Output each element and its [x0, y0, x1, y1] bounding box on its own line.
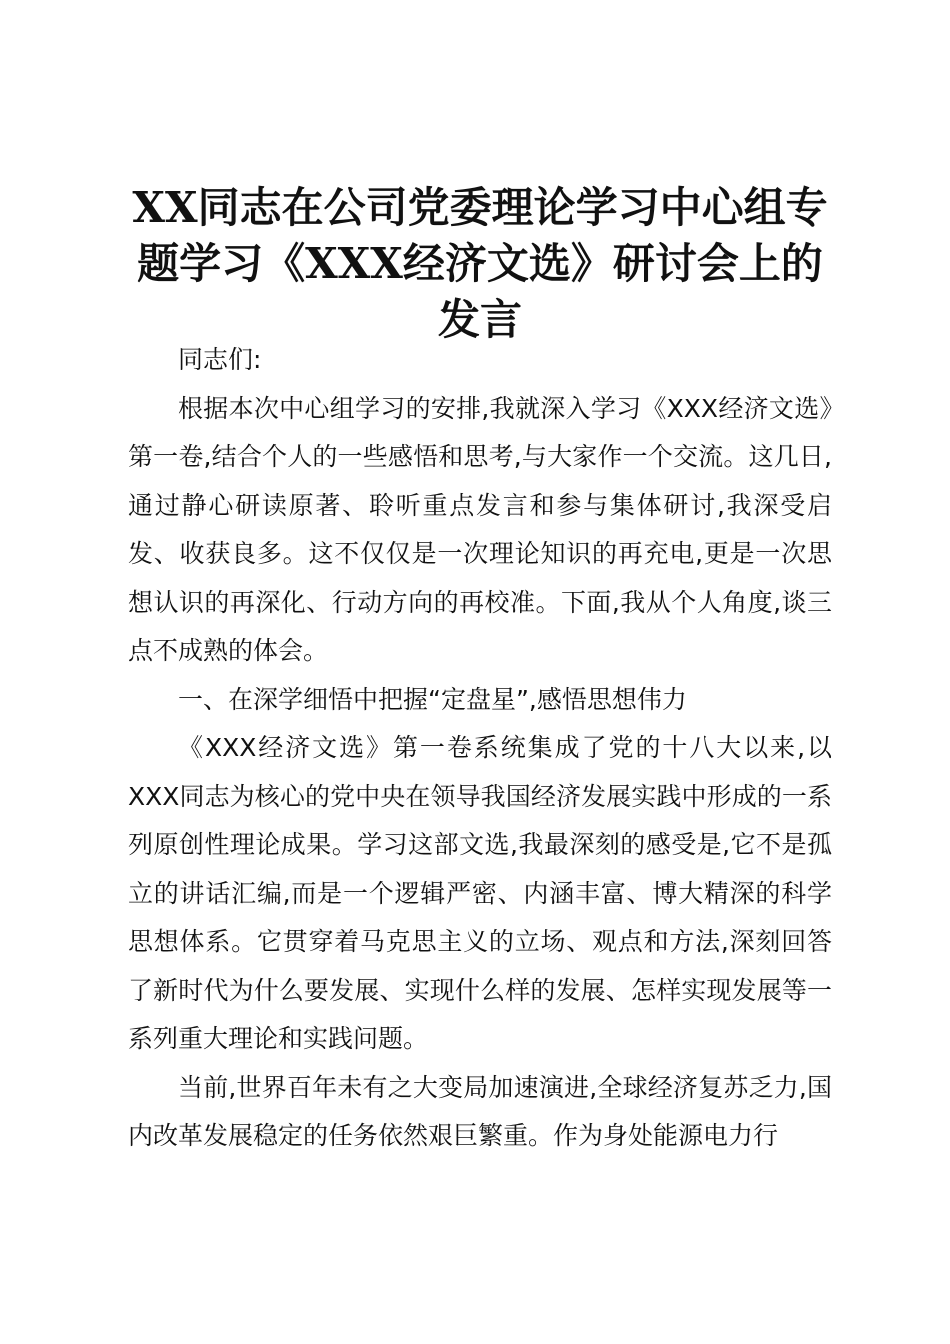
- document-body: [128, 336, 832, 1161]
- body-paragraph: 当前,世界百年未有之大变局加速演进,全球经济复苏乏力,国内改革发展稳定的任务依然艰巨繁重。作为身处能源电力行: [128, 1072, 832, 1150]
- document-title: XX同志在公司党委理论学习中心组专题学习《XXX经济文选》研讨会上的发言: [132, 183, 828, 344]
- salutation: 同志们:: [178, 345, 262, 374]
- intro-paragraph: 根据本次中心组学习的安排,我就深入学习《XXX经济文选》第一卷,结合个人的一些感悟和思考,与大家作一个交流。这几日,通过静心研读原著、聆听重点发言和参与集体研讨,我深受启发、收获良多。这不仅仅是一次理论知识的再充电,更是一次思想认识的再深化、行动方向的再校准。下面,我从个人角度,谈三点不成熟的体会。: [128, 393, 832, 665]
- section-heading: 一、在深学细悟中把握“定盘星”,感悟思想伟力: [178, 684, 687, 714]
- body-paragraph: 《XXX经济文选》第一卷系统集成了党的十八大以来,以XXX同志为核心的党中央在领导我国经济发展实践中形成的一系列原创性理论成果。学习这部文选,我最深刻的感受是,它不是孤立的讲话汇编,而是一个逻辑严密、内涵丰富、博大精深的科学思想体系。它贯穿着马克思主义的立场、观点和方法,深刻回答了新时代为什么要发展、实现什么样的发展、怎样实现发展等一系列重大理论和实践问题。: [128, 733, 832, 1053]
